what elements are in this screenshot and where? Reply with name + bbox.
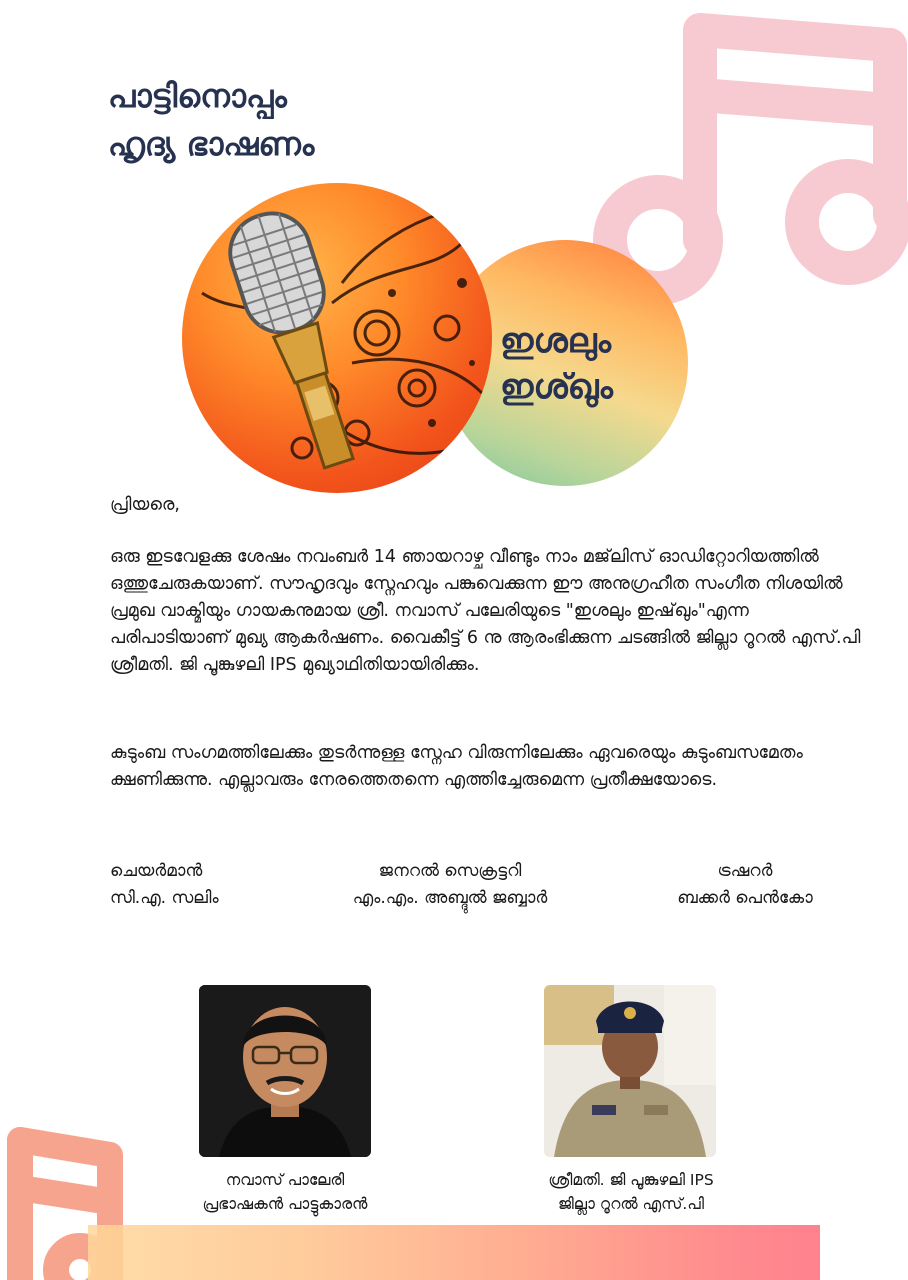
title-line-1: പാട്ടിനൊപ്പം bbox=[108, 77, 287, 115]
greeting: പ്രിയരെ, bbox=[110, 495, 180, 515]
signatory-treasurer bbox=[620, 858, 870, 912]
signatory-name: ബക്കർ പെൻകോ bbox=[677, 888, 813, 908]
signatory-role: ചെയർമാൻ bbox=[110, 861, 203, 881]
guest-photo-chief-guest bbox=[544, 985, 716, 1157]
microphone-illustration bbox=[182, 183, 492, 493]
event-title bbox=[500, 318, 690, 410]
paragraph-invitation: ഒരു ഇടവേളക്കു ശേഷം നവംബർ 14 ഞായറാഴ്ച വീണ്ടും നാം മജ്‌ലിസ് ഓഡിറ്റോറിയത്തിൽ ഒത്തുചേരുകയാണ്. സൗഹൃദവും സ്നേഹവും പങ്കുവെക്കുന്ന ഈ അനുഗ്രഹീത സംഗീത നിശയിൽ പ്രമുഖ വാക്മിയും ഗായകനുമായ ശ്രീ. നവാസ് പലേരിയുടെ "ഇശലും ഇഷ്‌ഖും"എന്ന പരിപാടിയാണ് മുഖ്യ ആകർഷണം. വൈകീട്ട് 6 നു ആരംഭിക്കുന്ന ചടങ്ങിൽ ജില്ലാ റൂറൽ എസ്.പി ശ്രീമതി. ജി പൂങ്കുഴലി IPS മുഖ്യാഥിതിയായിരിക്കും. bbox=[110, 547, 861, 675]
paragraph-family: കുടുംബ സംഗമത്തിലേക്കും തുടർന്നുള്ള സ്നേഹ വിരുന്നിലേക്കും ഏവരെയും കുടുംബസമേതം ക്ഷണിക്കുന്നു. എല്ലാവരും നേരത്തെതന്നെ എത്തിച്ചേരുമെന്ന പ്രതീക്ഷയോടെ. bbox=[110, 743, 803, 790]
microphone-icon bbox=[182, 183, 492, 493]
event-title-line-1: ഇശലും bbox=[500, 321, 611, 361]
guest-title: ജില്ലാ റൂറൽ എസ്.പി bbox=[558, 1195, 704, 1213]
decorative-band bbox=[88, 1225, 820, 1280]
signatory-name: എം.എം. അബ്ദുൽ ജബ്ബാർ bbox=[352, 888, 548, 908]
signatory-role: ട്രഷറർ bbox=[717, 861, 773, 881]
guest-caption-chief-guest bbox=[500, 1168, 762, 1216]
signatory-name: സി.എ. സലിം bbox=[110, 888, 219, 908]
guest-name: നവാസ് പാലേരി bbox=[225, 1171, 345, 1189]
guest-title: പ്രഭാഷകൻ പാട്ടുകാരൻ bbox=[202, 1195, 368, 1213]
page-title bbox=[108, 72, 568, 168]
guest-photo-speaker bbox=[199, 985, 371, 1157]
guest-caption-speaker bbox=[150, 1168, 420, 1216]
title-line-2: ഹൃദ്യ ഭാഷണം bbox=[108, 125, 315, 163]
signatory-role: ജനറൽ സെക്രട്ടറി bbox=[378, 861, 522, 881]
guest-name: ശ്രീമതി. ജി പൂങ്കുഴലി IPS bbox=[548, 1171, 714, 1189]
signatory-general-secretary bbox=[300, 858, 600, 912]
event-title-line-2: ഇശ്ഖും bbox=[500, 367, 613, 407]
signatory-chairman bbox=[110, 858, 330, 912]
